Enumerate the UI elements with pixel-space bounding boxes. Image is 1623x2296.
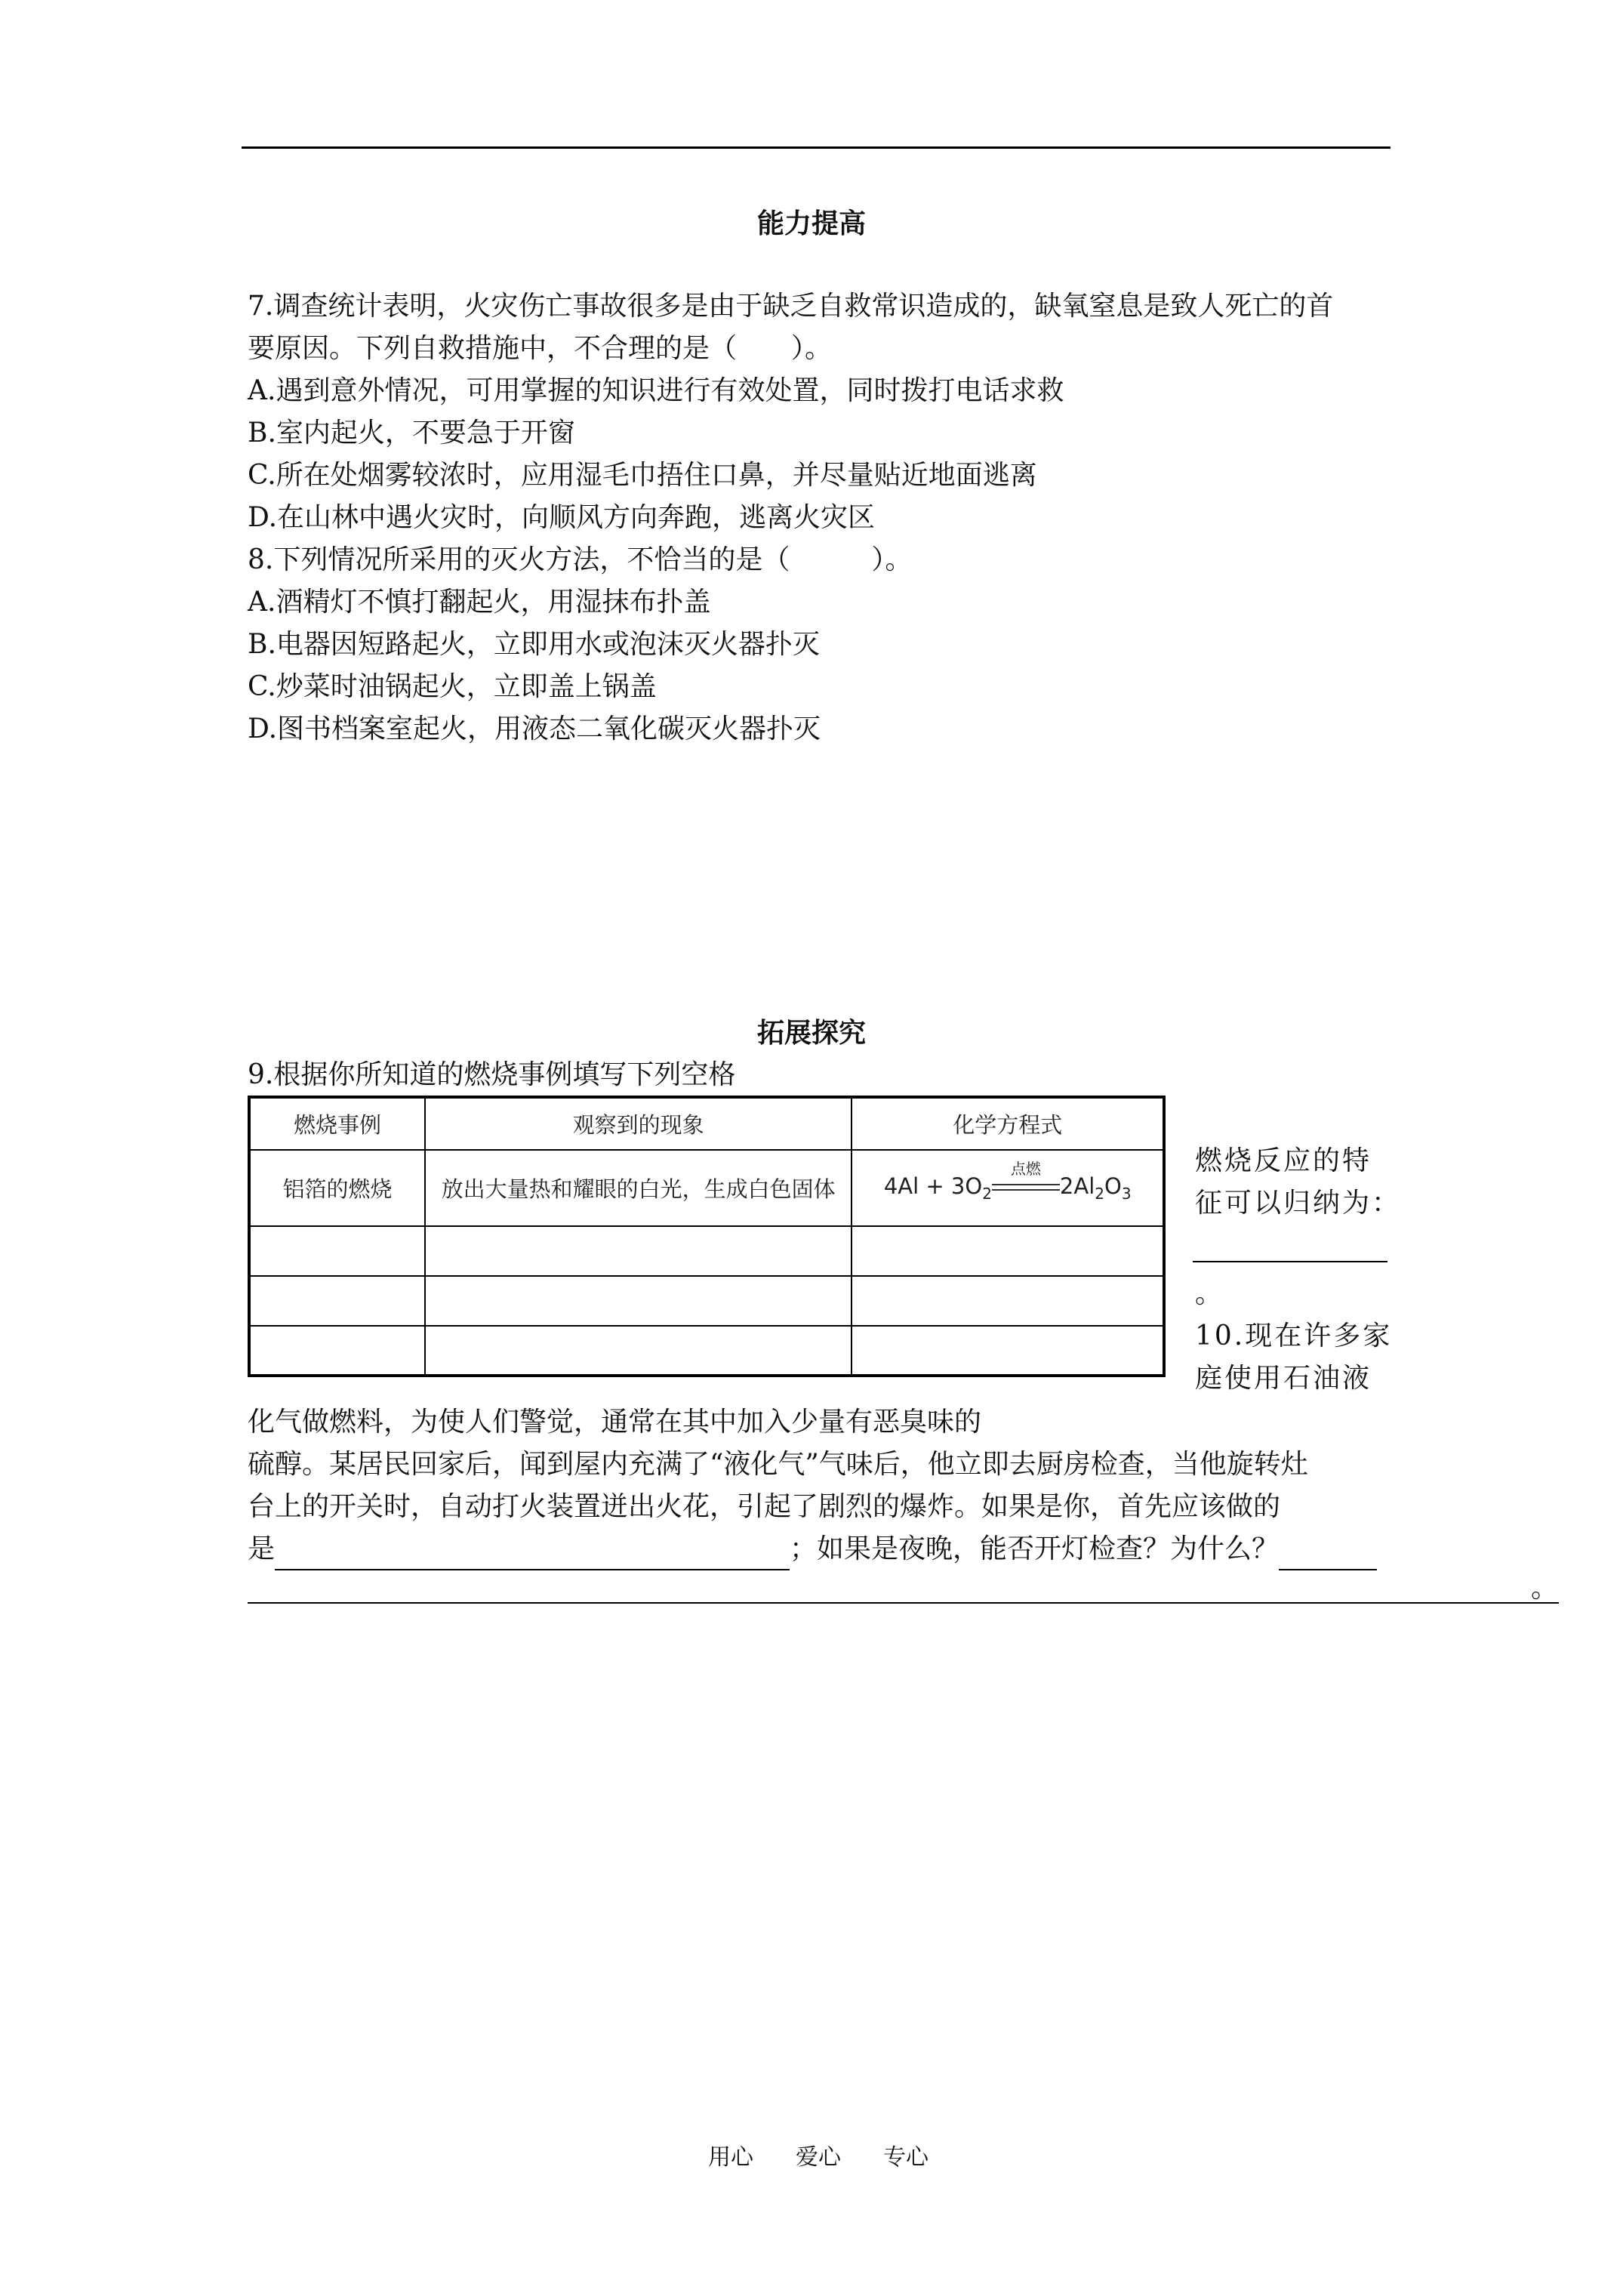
q9-answer-blank[interactable]	[1193, 1261, 1387, 1262]
q7-option-b: B.室内起火，不要急于开窗	[248, 418, 575, 448]
combustion-table	[248, 1096, 1166, 1377]
footer-item: 爱心	[796, 2144, 841, 2171]
q7-option-a: A.遇到意外情况，可用掌握的知识进行有效处置，同时拨打电话求救	[248, 375, 1064, 406]
q10-side-line2: 庭使用石油液	[1195, 1363, 1372, 1394]
cell-phenomenon: 放出大量热和耀眼的白光，生成白色固体	[425, 1150, 852, 1226]
blank-cell[interactable]	[425, 1326, 852, 1376]
q9-side-line1: 燃烧反应的特	[1195, 1145, 1372, 1176]
page-footer	[687, 2138, 950, 2171]
q10-end: 。	[1531, 1573, 1559, 1604]
blank-cell[interactable]	[249, 1226, 425, 1276]
q10-answer-blank-1[interactable]	[275, 1537, 790, 1570]
table-header-row	[249, 1097, 1164, 1150]
blank-cell[interactable]	[852, 1326, 1164, 1376]
blank-cell[interactable]	[249, 1276, 425, 1326]
q10-answer-line[interactable]	[248, 1602, 1559, 1604]
q8-stem: 8.下列情况所采用的灭火方法，不恰当的是（ ）。	[248, 544, 913, 575]
blank-cell[interactable]	[249, 1326, 425, 1376]
table-row-example	[249, 1150, 1164, 1226]
header-case: 燃烧事例	[249, 1097, 425, 1150]
q8-option-b: B.电器因短路起火，立即用水或泡沫灭火器扑灭	[248, 629, 820, 660]
blank-cell[interactable]	[852, 1226, 1164, 1276]
table-row-blank	[249, 1326, 1164, 1376]
header-phenomenon: 观察到的现象	[425, 1097, 852, 1150]
q9-side-line2: 征可以归纳为：	[1195, 1188, 1402, 1219]
q7-stem-line1: 7.调查统计表明，火灾伤亡事故很多是由于缺乏自救常识造成的，缺氧窒息是致人死亡的首	[248, 291, 1334, 322]
blank-cell[interactable]	[852, 1276, 1164, 1326]
q7-stem-line2: 要原因。下列自救措施中，不合理的是（ ）。	[248, 333, 833, 364]
q8-option-d: D.图书档案室起火，用液态二氧化碳灭火器扑灭	[248, 713, 821, 744]
cell-equation	[852, 1150, 1164, 1226]
q9-side-end: 。	[1195, 1278, 1225, 1309]
cell-case: 铝箔的燃烧	[249, 1150, 425, 1226]
section-title-explore: 拓展探究	[756, 1017, 866, 1049]
q10-answer-blank-2[interactable]	[1279, 1537, 1377, 1570]
q10-side-line1: 10.现在许多家	[1195, 1321, 1393, 1351]
q7-option-c: C.所在处烟雾较浓时，应用湿毛巾捂住口鼻，并尽量贴近地面逃离	[248, 460, 1037, 491]
header-rule	[242, 146, 1390, 149]
q10-line4: 是 ；如果是夜晚，能否开灯检查？为什么？	[248, 1528, 1377, 1570]
reaction-arrow: 点燃	[992, 1176, 1060, 1199]
q8-option-a: A.酒精灯不慎打翻起火，用湿抹布扑盖	[248, 587, 711, 618]
footer-item: 专心	[883, 2144, 929, 2171]
blank-cell[interactable]	[425, 1276, 852, 1326]
q7-option-d: D.在山林中遇火灾时，向顺风方向奔跑，逃离火灾区	[248, 502, 876, 533]
q10-line2: 硫醇。某居民回家后，闻到屋内充满了“液化气”气味后，他立即去厨房检查，当他旋转灶	[248, 1449, 1308, 1480]
footer-item: 用心	[708, 2144, 753, 2171]
section-title-ability: 能力提高	[756, 208, 866, 239]
table-row-blank	[249, 1276, 1164, 1326]
chemical-equation: $4Al + 3O_2$ 点燃 $2Al_2O_3$	[883, 1160, 1132, 1203]
q8-option-c: C.炒菜时油锅起火，立即盖上锅盖	[248, 671, 657, 702]
q9-stem: 9.根据你所知道的燃烧事例填写下列空格	[248, 1059, 736, 1090]
q10-line3: 台上的开关时，自动打火装置迸出火花，引起了剧烈的爆炸。如果是你，首先应该做的	[248, 1491, 1281, 1522]
blank-cell[interactable]	[425, 1226, 852, 1276]
q10-line1: 化气做燃料，为使人们警觉，通常在其中加入少量有恶臭味的	[248, 1407, 982, 1438]
header-equation: 化学方程式	[852, 1097, 1164, 1150]
table-row-blank	[249, 1226, 1164, 1276]
